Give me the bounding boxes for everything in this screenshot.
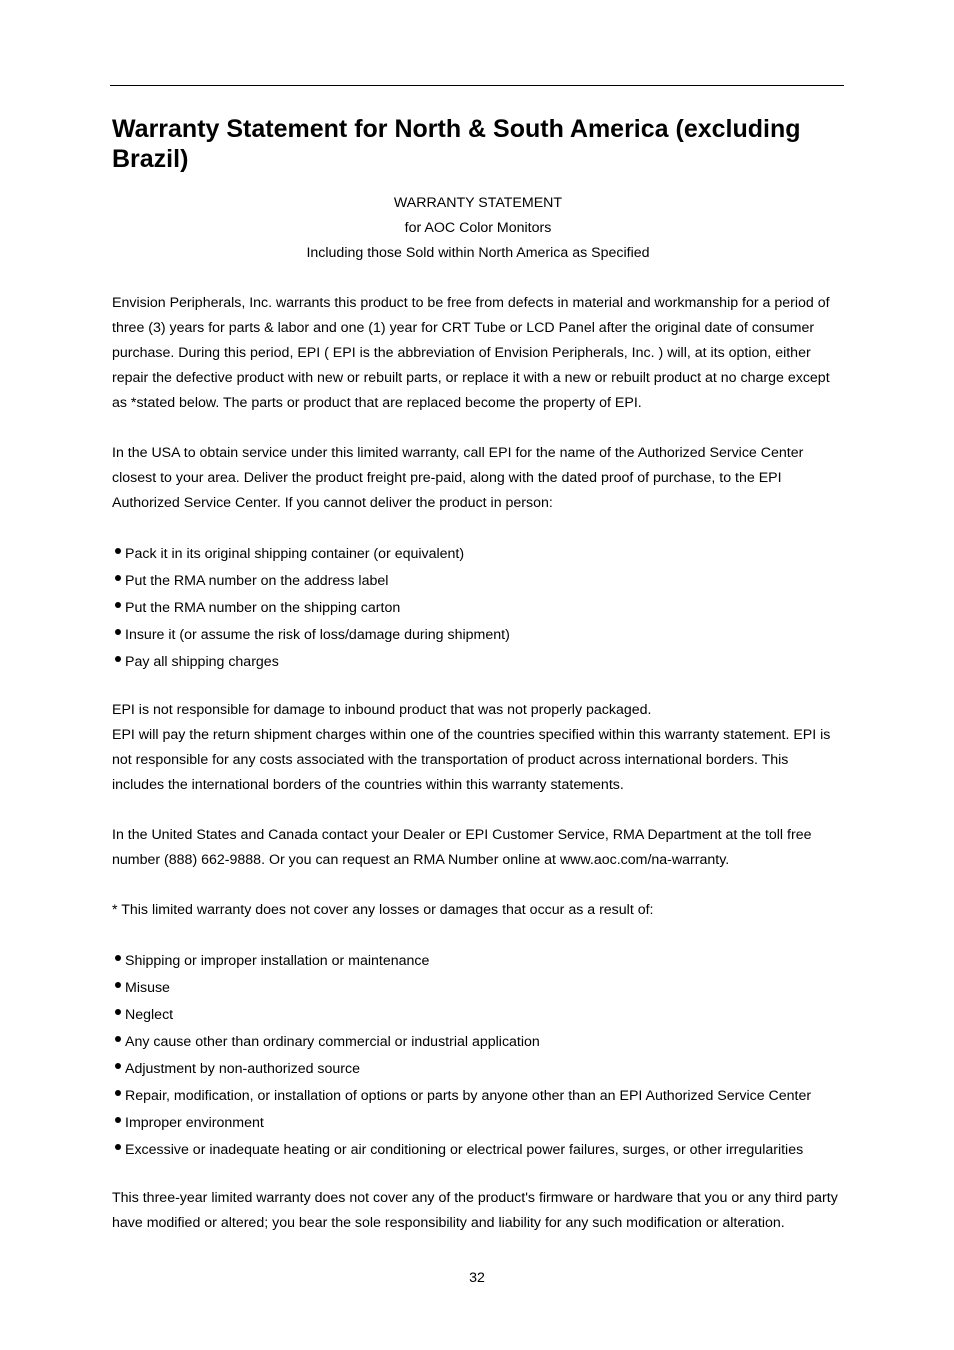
bullet-icon (115, 1009, 121, 1015)
bullet-icon (115, 1144, 121, 1150)
bullet-icon (115, 1090, 121, 1096)
list-item: Excessive or inadequate heating or air conditioning or electrical power failures, surges, or other irregularities (112, 1137, 844, 1164)
bullet-icon (115, 656, 121, 662)
warranty-paragraph: Envision Peripherals, Inc. warrants this product to be free from defects in material and workmanship for a period of three (3) years for parts & labor and one (1) year for CRT Tube or LCD Panel after the original date of consumer purchase. During this period, EPI ( EPI is the abbreviation of Envision Peripherals, Inc. ) will, at its option, either repair the defective product with new or rebuilt parts, or replace it with a new or rebuilt product at no charge except as *stated below. The parts or product that are replaced become the property of EPI. (112, 295, 830, 411)
bullet-icon (115, 548, 121, 554)
list-item: Misuse (112, 975, 844, 1002)
list-item: Adjustment by non-authorized source (112, 1056, 844, 1083)
top-rule (110, 85, 844, 86)
page-number: 32 (469, 1270, 485, 1286)
bullet-icon (115, 955, 121, 961)
bullet-icon (115, 602, 121, 608)
warranty-title-block (112, 191, 844, 266)
shipping-steps-list (112, 541, 844, 676)
contact-paragraph: In the United States and Canada contact your Dealer or EPI Customer Service, RMA Department at the toll free number (888) 662-9888. Or you can request an RMA Number online at www.aoc.com/na-warranty. (112, 827, 812, 868)
list-item: Improper environment (112, 1110, 844, 1137)
spacer (112, 266, 844, 291)
content (112, 114, 844, 1236)
list-item: Repair, modification, or installation of options or parts by anyone other than an EPI Authorized Service Center (112, 1083, 844, 1110)
spacer (112, 923, 844, 948)
return-shipment-paragraph: EPI will pay the return shipment charges within one of the countries specified within this warranty statement. EPI is not responsible for any costs associated with the transportation of product across international borders. This includes the international borders of the countries within this warranty statements. (112, 727, 831, 793)
bullet-icon (115, 982, 121, 988)
list-item: Pack it in its original shipping container (or equivalent) (112, 541, 844, 568)
inbound-damage-paragraph: EPI is not responsible for damage to inbound product that was not properly packaged. (112, 702, 652, 718)
page-heading: Warranty Statement for North & South America (excluding Brazil) (112, 115, 801, 173)
warranty-title-line-2: for AOC Color Monitors (404, 220, 552, 236)
exclusions-list (112, 948, 844, 1164)
list-item: Any cause other than ordinary commercial or industrial application (112, 1029, 844, 1056)
spacer (112, 1164, 844, 1186)
spacer (112, 798, 844, 823)
spacer (112, 676, 844, 698)
warranty-title-line-3: Including those Sold within North America as Specified (306, 245, 650, 261)
spacer (112, 416, 844, 441)
bullet-icon (115, 1117, 121, 1123)
bullet-icon (115, 629, 121, 635)
spacer (112, 873, 844, 898)
warranty-title-line-1: WARRANTY STATEMENT (393, 195, 563, 211)
list-item: Put the RMA number on the shipping carton (112, 595, 844, 622)
list-item: Shipping or improper installation or maintenance (112, 948, 844, 975)
list-item: Neglect (112, 1002, 844, 1029)
list-item: Pay all shipping charges (112, 649, 844, 676)
bullet-icon (115, 575, 121, 581)
exclusions-intro: * This limited warranty does not cover any losses or damages that occur as a result of: (112, 902, 654, 918)
bullet-icon (115, 1036, 121, 1042)
bullet-icon (115, 1063, 121, 1069)
list-item: Insure it (or assume the risk of loss/damage during shipment) (112, 622, 844, 649)
spacer (112, 516, 844, 541)
usa-service-paragraph: In the USA to obtain service under this limited warranty, call EPI for the name of the Authorized Service Center closest to your area. Deliver the product freight pre-paid, along with the dated proof of purchase, to the EPI Authorized Service Center. If you cannot deliver the product in person: (112, 445, 804, 511)
firmware-paragraph: This three-year limited warranty does not cover any of the product's firmware or hardware that you or any third party have modified or altered; you bear the sole responsibility and liability for any such modification or alteration. (112, 1190, 838, 1231)
list-item: Put the RMA number on the address label (112, 568, 844, 595)
